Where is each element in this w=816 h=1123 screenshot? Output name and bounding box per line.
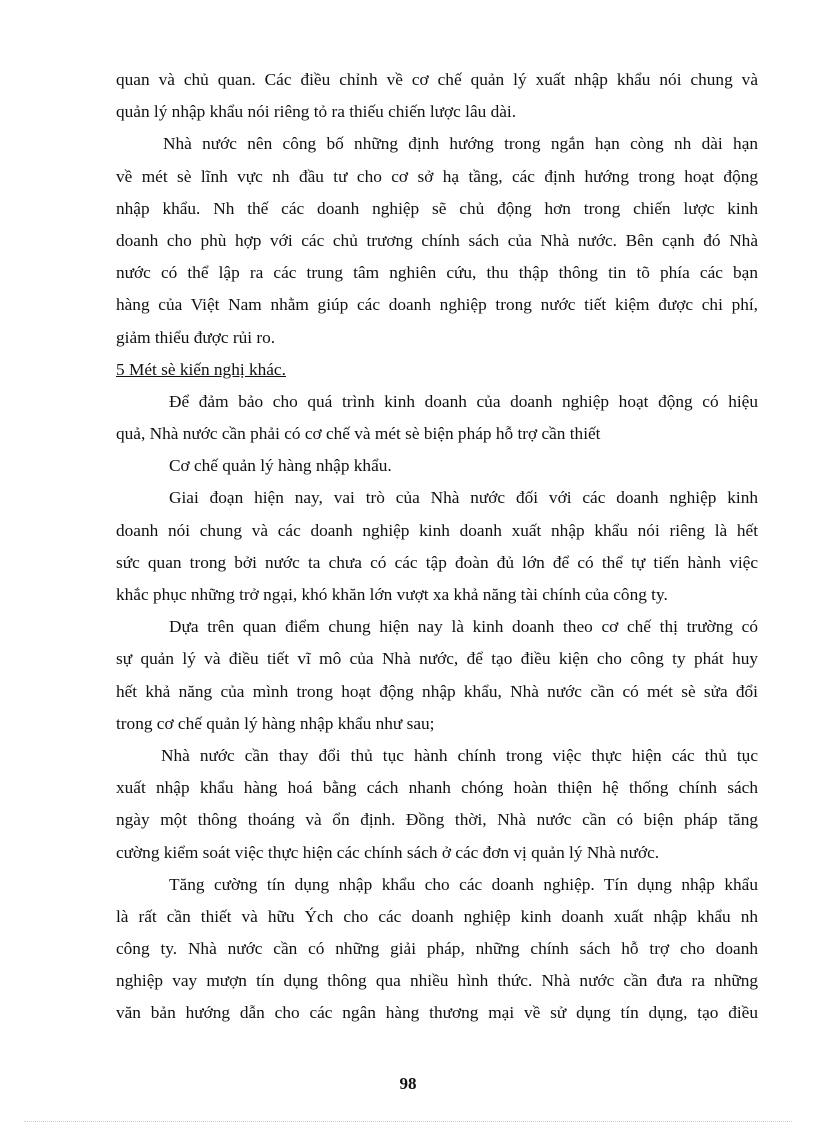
text-line: là rất cần thiết và hữu Ých cho các doanh nghiệp kinh doanh xuất nhập khẩu nh (116, 906, 758, 926)
text-line: nhập khẩu. Nh thế các doanh nghiệp sẽ chủ động hơn trong chiến lược kinh (116, 198, 758, 218)
text-line: Nhà nước cần thay đổi thủ tục hành chính trong việc thực hiện các thủ tục (161, 745, 758, 765)
text-line: trong cơ chế quản lý hàng nhập khẩu như sau; (116, 713, 435, 733)
text-line: doanh nói chung và các doanh nghiệp kinh doanh xuất nhập khẩu nói riêng là hết (116, 520, 758, 540)
text-line: giảm thiểu được rủi ro. (116, 327, 276, 347)
page-number: 98 (399, 1074, 417, 1093)
footer-divider (24, 1121, 792, 1122)
subheading: Cơ chế quản lý hàng nhập khẩu. (169, 456, 392, 476)
body-text (116, 64, 758, 1030)
text-line: công ty. Nhà nước cần có những giải pháp, những chính sách hỗ trợ cho doanh (116, 939, 758, 959)
text-line: Nhà nước nên công bố những định hướng trong ngắn hạn còng nh dài hạn (163, 134, 758, 154)
text-line: nghiệp vay mượn tín dụng thông qua nhiều hình thức. Nhà nước cần đưa ra những (116, 971, 758, 991)
text-line: quản lý nhập khẩu nói riêng tỏ ra thiếu chiến lược lâu dài. (116, 102, 517, 122)
text-line: sức quan trong bởi nước ta chưa có các tập đoàn đủ lớn để có thể tự tiến hành việc (116, 552, 758, 572)
text-line: doanh cho phù hợp với các chủ trương chính sách của Nhà nước. Bên cạnh đó Nhà (116, 230, 758, 250)
text-line: Giai đoạn hiện nay, vai trò của Nhà nước đối với các doanh nghiệp kinh (169, 488, 758, 508)
text-line: sự quản lý và điều tiết vĩ mô của Nhà nước, để tạo điều kiện cho công ty phát huy (116, 649, 758, 669)
text-line: hết khả năng của mình trong hoạt động nhập khẩu, Nhà nước cần có mét sè sửa đổi (116, 681, 758, 701)
text-line: Để đảm bảo cho quá trình kinh doanh của doanh nghiệp hoạt động có hiệu (169, 391, 758, 411)
text-line: Dựa trên quan điểm chung hiện nay là kinh doanh theo cơ chế thị trường có (169, 617, 758, 637)
text-line: ngày một thông thoáng và ổn định. Đồng thời, Nhà nước cần có biện pháp tăng (116, 810, 758, 830)
text-line: quả, Nhà nước cần phải có cơ chế và mét sè biện pháp hỗ trợ cần thiết (116, 424, 601, 444)
text-line: hàng của Việt Nam nhằm giúp các doanh nghiệp trong nước tiết kiệm được chi phí, (116, 295, 758, 315)
text-line: nước có thể lập ra các trung tâm nghiên cứu, thu thập thông tin tõ phía các bạn (116, 263, 758, 283)
text-line: về mét sè lĩnh vực nh đầu tư cho cơ sở hạ tầng, các định hướng trong hoạt động (116, 166, 758, 186)
text-line: khắc phục những trở ngại, khó khăn lớn vượt xa khả năng tài chính của công ty. (116, 585, 668, 604)
text-line: văn bản hướng dẫn cho các ngân hàng thương mại về sử dụng tín dụng, tạo điều (116, 1003, 758, 1023)
text-line: xuất nhập khẩu hàng hoá bằng cách nhanh chóng hoàn thiện hệ thống chính sách (116, 778, 758, 798)
text-line: Tăng cường tín dụng nhập khẩu cho các doanh nghiệp. Tín dụng nhập khẩu (169, 874, 758, 894)
text-line: cường kiểm soát việc thực hiện các chính sách ở các đơn vị quản lý Nhà nước. (116, 842, 660, 862)
section-heading (116, 354, 758, 386)
text-line: quan và chủ quan. Các điều chỉnh về cơ chế quản lý xuất nhập khẩu nói chung và (116, 70, 758, 89)
section-heading-text: 5 Mét sè kiến nghị khác. (116, 359, 286, 379)
